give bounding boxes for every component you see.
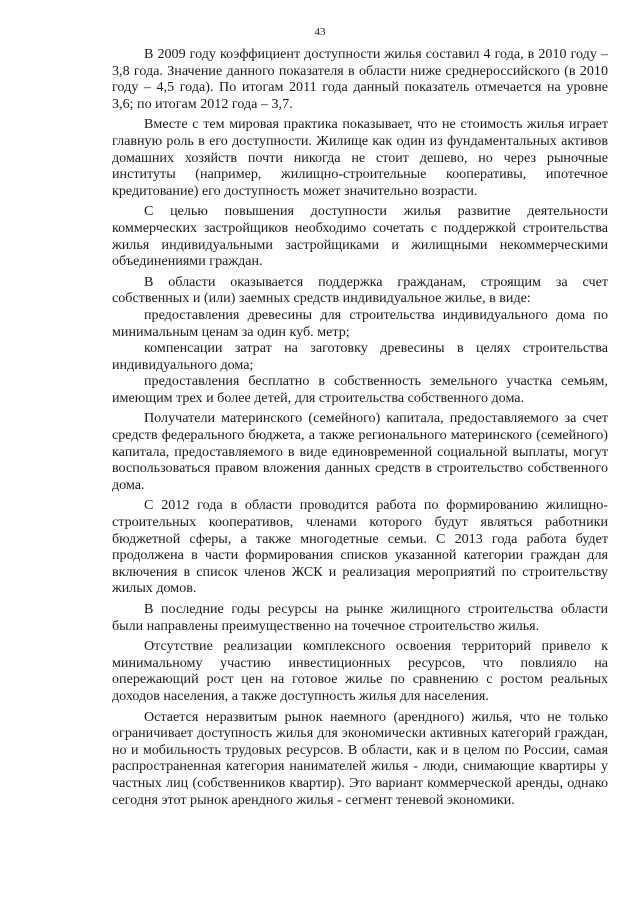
- paragraph-affordability-ratio: В 2009 году коэффициент доступности жилья составил 4 года, в 2010 году – 3,8 года. Значение данного показателя в области ниже среднероссийского (в 2010 году – 4,5 года). По итогам 2011 года данный показатель отмечается на уровне 3,6; по итогам 2012 года – 3,7.: [112, 46, 608, 112]
- paragraph-complex-development: Отсутствие реализации комплексного освоения территорий привело к минимальному участию инвестиционных ресурсов, что повлияло на опережающий рост цен на готовое жилье по сравнению с ростом реальных доходов населения, а также доступность жилья для населения.: [112, 638, 608, 704]
- paragraph-maternity-capital: Получатели материнского (семейного) капитала, предоставляемого за счет средств федерального бюджета, а также регионального материнского (семейного) капитала, предоставляемого в виде единовременной социальной выплаты, могут воспользоваться правом вложения данных средств в строительство собственного дома.: [112, 410, 608, 493]
- paragraph-point-construction: В последние годы ресурсы на рынке жилищного строительства области были направлены преимущественно на точечное строительство жилья.: [112, 601, 608, 634]
- paragraph-support-intro: В области оказывается поддержка гражданам, строящим за счет собственных и (или) заемных средств индивидуальное жилье, в виде:: [112, 273, 608, 307]
- page-number: 43: [314, 26, 326, 38]
- paragraph-rental-market: Остается неразвитым рынок наемного (арендного) жилья, что не только ограничивает доступность жилья для экономически активных категорий граждан, но и мобильность трудовых ресурсов. В области, как и в целом по России, самая распространенная категория нанимателей жилья - люди, снимающие квартиры у частных лиц (собственников квартир). Это вариант коммерческой аренды, однако сегодня этот рынок арендного жилья - сегмент теневой экономики.: [112, 708, 608, 808]
- list-item-timber: предоставления древесины для строительства индивидуального дома по минимальным ценам за один куб. метр;: [112, 306, 608, 340]
- document-body: [112, 46, 608, 812]
- paragraph-developers: С целью повышения доступности жилья развитие деятельности коммерческих застройщиков необходимо сочетать с поддержкой строительства жилья индивидуальными застройщиками и жилищными некоммерческими объединениями граждан.: [112, 203, 608, 270]
- paragraph-world-practice: Вместе с тем мировая практика показывает, что не стоимость жилья играет главную роль в его доступности. Жилище как один из фундаментальных активов домашних хозяйств почти никогда не стоит дешево, но через рыночные институты (например, жилищно-строительные кооперативы, ипотечное кредитование) его доступность может значительно возрасти.: [112, 116, 608, 199]
- paragraph-housing-cooperatives: С 2012 года в области проводится работа по формированию жилищно-строительных кооперативов, членами которого будут являться работники бюджетной сферы, а также многодетные семьи. С 2013 года работа будет продолжена в части формирования списков указанной категории граждан для включения в список членов ЖСК и реализация мероприятий по строительству жилых домов.: [112, 497, 608, 597]
- list-item-land-plot: предоставления бесплатно в собственность земельного участка семьям, имеющим трех и более детей, для строительства собственного дома.: [112, 373, 608, 406]
- list-item-compensation: компенсации затрат на заготовку древесины в целях строительства индивидуального дома;: [112, 340, 608, 373]
